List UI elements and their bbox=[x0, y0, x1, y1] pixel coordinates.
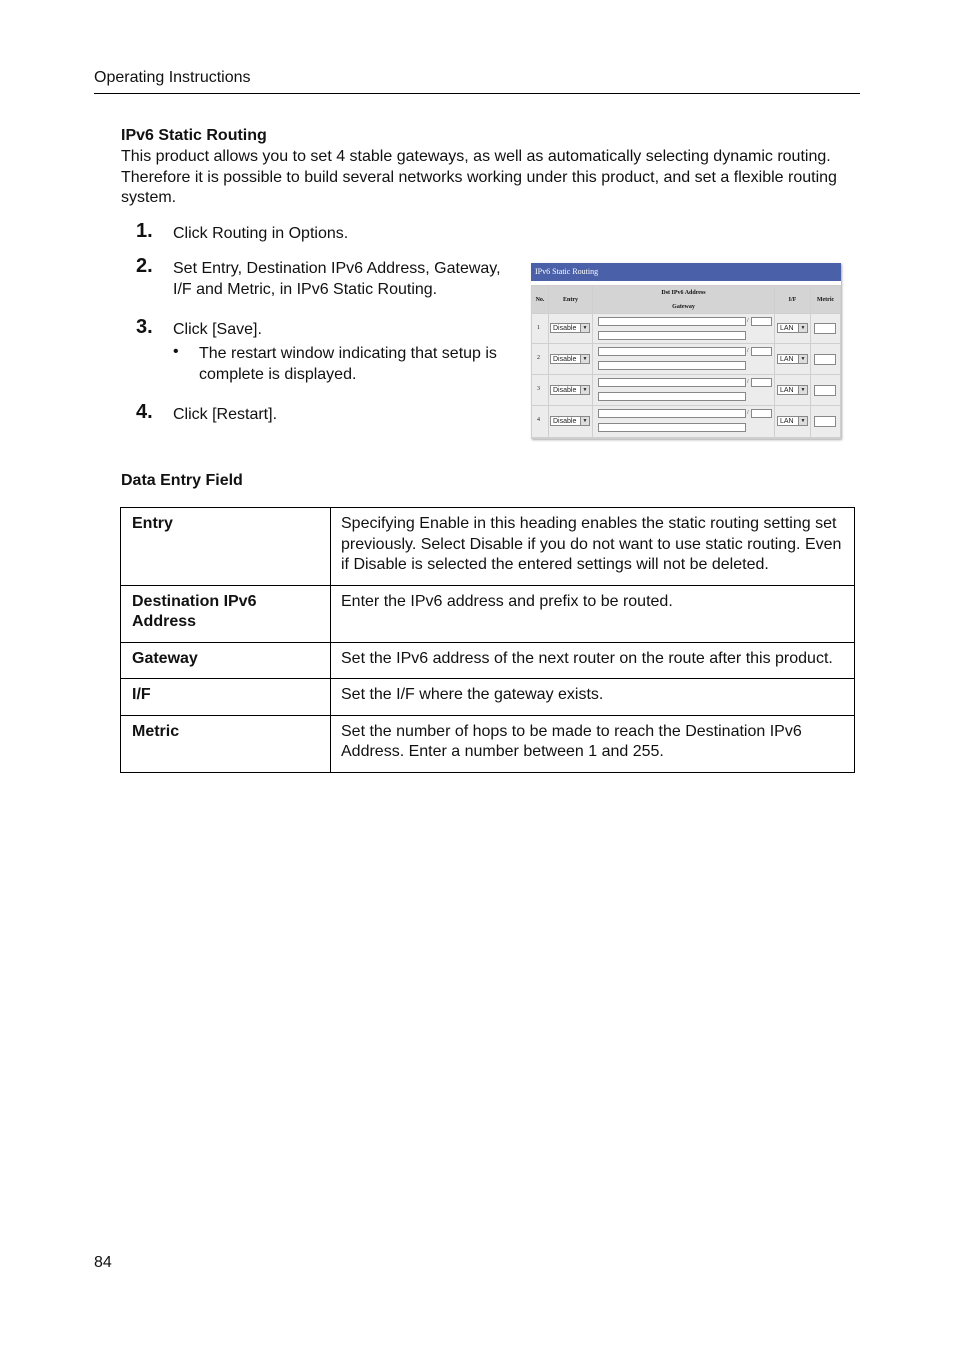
field-name: Metric bbox=[121, 715, 331, 772]
col-header-gateway: Gateway bbox=[672, 303, 695, 310]
entry-select-value: Disable bbox=[553, 325, 577, 332]
step-number: 3. bbox=[136, 316, 153, 338]
row-number: 1 bbox=[537, 325, 540, 331]
row-cell-if bbox=[775, 344, 810, 374]
metric-input[interactable] bbox=[814, 323, 836, 334]
row-cell-if bbox=[775, 406, 810, 437]
chevron-down-icon: ▼ bbox=[580, 324, 589, 332]
prefix-input[interactable] bbox=[751, 347, 772, 356]
field-description: Set the number of hops to be made to reach the Destination IPv6 Address. Enter a number between 1 and 255. bbox=[331, 715, 855, 772]
ipv6-static-routing-screenshot bbox=[531, 263, 841, 439]
if-select-value: LAN bbox=[780, 387, 794, 394]
field-description: Enter the IPv6 address and prefix to be routed. bbox=[331, 585, 855, 642]
step-number: 2. bbox=[136, 255, 153, 277]
entry-select[interactable] bbox=[550, 323, 590, 333]
dest-address-input[interactable] bbox=[598, 409, 746, 418]
prefix-input[interactable] bbox=[751, 378, 772, 387]
if-select-value: LAN bbox=[780, 325, 794, 332]
row-number: 4 bbox=[537, 417, 540, 423]
entry-select[interactable] bbox=[550, 354, 590, 364]
step-number: 4. bbox=[136, 401, 153, 423]
field-description: Specifying Enable in this heading enables the static routing setting set previously. Select Disable if you do not want to use static routing. Even if Disable is selected the entered settings will not be deleted. bbox=[331, 508, 855, 586]
header-divider bbox=[94, 93, 860, 94]
entry-select-value: Disable bbox=[553, 418, 577, 425]
data-entry-table bbox=[120, 507, 855, 773]
section-title: IPv6 Static Routing bbox=[121, 127, 267, 144]
row-cell-no bbox=[532, 406, 548, 437]
row-cell-dest-gateway bbox=[593, 406, 774, 437]
if-select[interactable] bbox=[777, 385, 808, 395]
table-row bbox=[121, 585, 855, 642]
entry-select[interactable] bbox=[550, 385, 590, 395]
if-select-value: LAN bbox=[780, 418, 794, 425]
if-select-value: LAN bbox=[780, 356, 794, 363]
col-header-metric: Metric bbox=[811, 286, 840, 313]
chevron-down-icon: ▼ bbox=[580, 355, 589, 363]
metric-input[interactable] bbox=[814, 385, 836, 396]
dest-address-input[interactable] bbox=[598, 378, 746, 387]
chevron-down-icon: ▼ bbox=[798, 324, 807, 332]
chevron-down-icon: ▼ bbox=[798, 355, 807, 363]
step-text: Click [Restart]. bbox=[173, 406, 278, 423]
col-header-no: No. bbox=[532, 286, 548, 313]
row-number: 2 bbox=[537, 355, 540, 361]
row-cell-dest-gateway bbox=[593, 314, 774, 343]
row-cell-entry bbox=[549, 375, 592, 405]
col-header-if: I/F bbox=[775, 286, 810, 313]
row-cell-dest-gateway bbox=[593, 375, 774, 405]
row-number: 3 bbox=[537, 386, 540, 392]
row-cell-no bbox=[532, 375, 548, 405]
row-cell-entry bbox=[549, 314, 592, 343]
row-cell-entry bbox=[549, 406, 592, 437]
section-intro: This product allows you to set 4 stable gateways, as well as automatically selecting dynamic routing. Therefore it is possible to build several networks working under this product, and set a flexible routing system. bbox=[121, 148, 837, 206]
field-name: Entry bbox=[121, 508, 331, 586]
row-cell-metric bbox=[811, 375, 840, 405]
col-header-entry: Entry bbox=[549, 286, 592, 313]
step-text: Set Entry, Destination IPv6 Address, Gateway, I/F and Metric, in IPv6 Static Routing. bbox=[173, 260, 501, 298]
if-select[interactable] bbox=[777, 416, 808, 426]
prefix-slash: / bbox=[747, 410, 749, 416]
col-header-dest-gateway bbox=[593, 286, 774, 313]
field-name: I/F bbox=[121, 679, 331, 716]
table-row bbox=[121, 679, 855, 716]
prefix-slash: / bbox=[747, 379, 749, 385]
gateway-input[interactable] bbox=[598, 361, 746, 370]
step-number: 1. bbox=[136, 220, 153, 242]
row-cell-if bbox=[775, 375, 810, 405]
bullet-text: The restart window indicating that setup is complete is displayed. bbox=[199, 345, 497, 383]
screenshot-title-bar: IPv6 Static Routing bbox=[531, 263, 841, 281]
row-cell-no bbox=[532, 314, 548, 343]
if-select[interactable] bbox=[777, 323, 808, 333]
table-row bbox=[121, 508, 855, 586]
dest-address-input[interactable] bbox=[598, 347, 746, 356]
row-cell-metric bbox=[811, 314, 840, 343]
table-row bbox=[121, 642, 855, 679]
step-text: Click Routing in Options. bbox=[173, 225, 349, 242]
step-text: Click [Save]. bbox=[173, 321, 262, 338]
chevron-down-icon: ▼ bbox=[798, 417, 807, 425]
row-cell-dest-gateway bbox=[593, 344, 774, 374]
chevron-down-icon: ▼ bbox=[580, 417, 589, 425]
data-entry-title: Data Entry Field bbox=[121, 472, 243, 489]
chevron-down-icon: ▼ bbox=[798, 386, 807, 394]
screenshot-grid bbox=[531, 285, 841, 439]
gateway-input[interactable] bbox=[598, 331, 746, 340]
page-number: 84 bbox=[94, 1254, 112, 1271]
field-description: Set the I/F where the gateway exists. bbox=[331, 679, 855, 716]
row-cell-metric bbox=[811, 344, 840, 374]
entry-select-value: Disable bbox=[553, 356, 577, 363]
metric-input[interactable] bbox=[814, 354, 836, 365]
row-cell-entry bbox=[549, 344, 592, 374]
gateway-input[interactable] bbox=[598, 423, 746, 432]
entry-select[interactable] bbox=[550, 416, 590, 426]
dest-address-input[interactable] bbox=[598, 317, 746, 326]
col-header-dest: Dst IPv6 Address bbox=[661, 289, 706, 296]
bullet-point: • bbox=[173, 343, 179, 360]
prefix-slash: / bbox=[747, 318, 749, 324]
prefix-input[interactable] bbox=[751, 317, 772, 326]
entry-select-value: Disable bbox=[553, 387, 577, 394]
field-name: Gateway bbox=[121, 642, 331, 679]
running-header: Operating Instructions bbox=[94, 69, 251, 86]
row-cell-if bbox=[775, 314, 810, 343]
field-description: Set the IPv6 address of the next router on the route after this product. bbox=[331, 642, 855, 679]
metric-input[interactable] bbox=[814, 416, 836, 427]
prefix-slash: / bbox=[747, 348, 749, 354]
table-row bbox=[121, 715, 855, 772]
if-select[interactable] bbox=[777, 354, 808, 364]
chevron-down-icon: ▼ bbox=[580, 386, 589, 394]
row-cell-no bbox=[532, 344, 548, 374]
prefix-input[interactable] bbox=[751, 409, 772, 418]
row-cell-metric bbox=[811, 406, 840, 437]
gateway-input[interactable] bbox=[598, 392, 746, 401]
field-name: Destination IPv6 Address bbox=[121, 585, 331, 642]
